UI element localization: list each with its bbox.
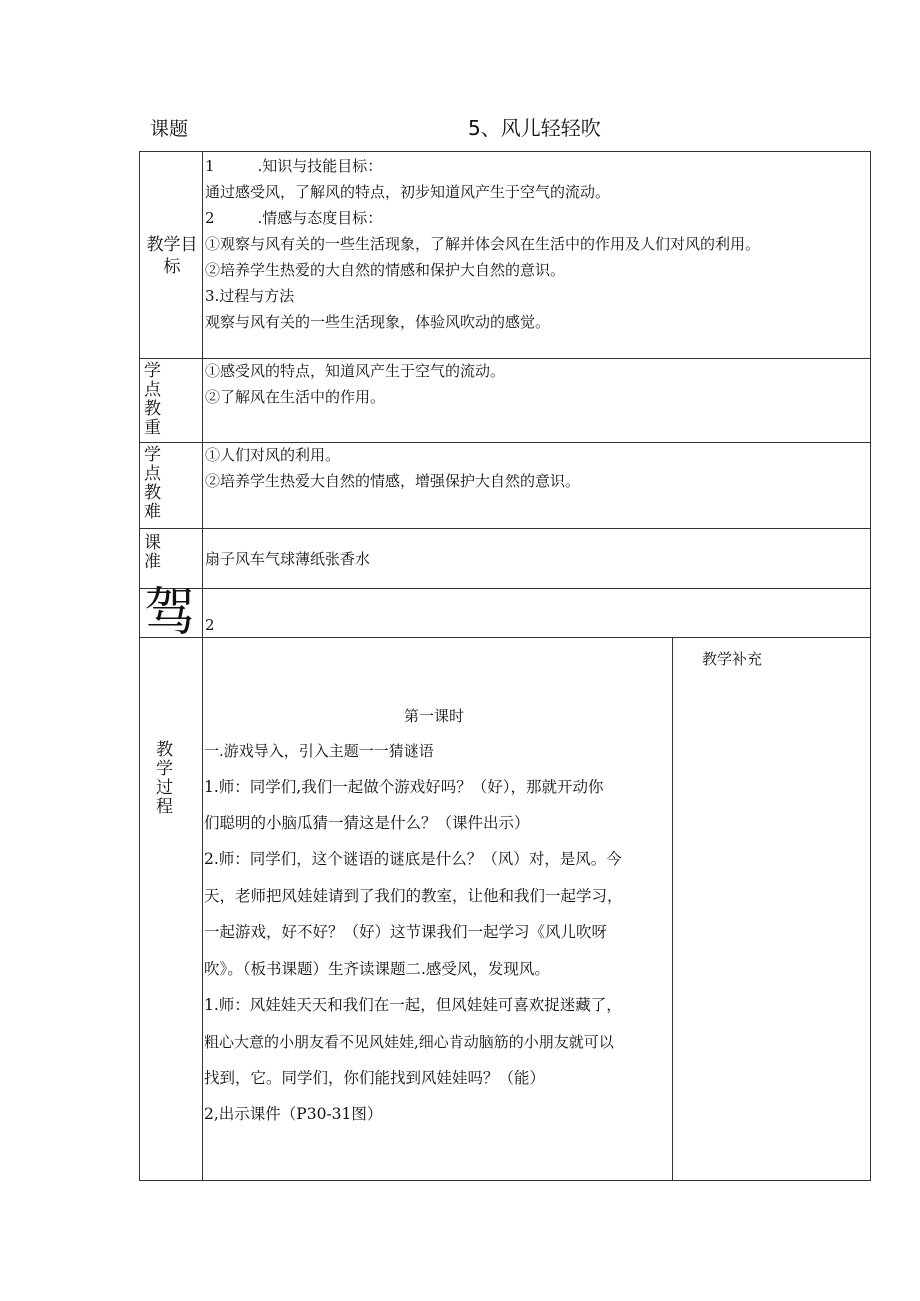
supplement-label: 教学补充 [702,650,763,668]
prep-content: 扇子风车气球薄纸张香水 [205,550,371,568]
header-label: 课题 [150,118,189,140]
objective-line: 通过感受风，了解风的特点，初步知道风产生于空气的流动。 [205,183,611,201]
hours-label: 驾 [143,583,196,636]
process-line: 1.师：同学们,我们一起做个游戏好吗？（好），那就开动你 [204,778,604,796]
objective-line: 观察与风有关的一些生活现象，体验风吹动的感觉。 [205,313,551,331]
lesson-period-title: 第一课时 [404,707,465,725]
objective-line: 2 .情感与态度目标： [205,209,383,227]
difficulties-label: 学点教难 [144,445,161,522]
key-point-line: ②了解风在生活中的作用。 [205,388,386,406]
key-point-line: ①感受风的特点，知道风产生于空气的流动。 [205,362,506,380]
prep-label: 课准 [144,533,161,572]
objective-line: ②培养学生热爱的大自然的情感和保护大自然的意识。 [205,261,566,279]
process-line: 2.师：同学们，这个谜语的谜底是什么？（风）对，是风。今 [204,850,622,868]
objective-line: ①观察与风有关的一些生活现象，了解并体会风在生活中的作用及人们对风的利用。 [205,235,761,253]
difficulty-line: ②培养学生热爱大自然的情感，增强保护大自然的意识。 [205,472,581,490]
objectives-label: 教学目标 [146,235,198,277]
key-points-label: 学点教重 [144,361,161,438]
difficulty-line: ①人们对风的利用。 [205,446,341,464]
objective-line: 3.过程与方法 [205,287,295,305]
objective-line: 1 .知识与技能目标： [205,157,383,175]
process-line: 1.师：风娃娃天天和我们在一起，但风娃娃可喜欢捉迷藏了， [204,996,622,1014]
process-line: 们聪明的小脑瓜猜一猜这是什么？（课件出示） [204,814,530,832]
process-line: 2,出示课件（P30-31图） [204,1105,383,1123]
hours-content: 2 [205,616,215,634]
process-line: 粗心大意的小朋友看不见风娃娃,细心肯动脑筋的小朋友就可以 [204,1033,614,1051]
lesson-title: 5、风儿轻轻吹 [468,116,601,140]
process-line: 一起游戏，好不好？（好）这节课我们一起学习《风儿吹呀 [204,923,608,941]
process-line: 天，老师把风娃娃请到了我们的教室，让他和我们一起学习， [204,887,623,905]
process-line: 吹》。（板书课题）生齐读课题二.感受风，发现风。 [204,960,550,978]
process-line: 一.游戏导入，引入主题一一猜谜语 [204,742,434,760]
process-label: 教学过程 [156,740,173,817]
process-line: 找到，它。同学们，你们能找到风娃娃吗？（能） [204,1069,546,1087]
